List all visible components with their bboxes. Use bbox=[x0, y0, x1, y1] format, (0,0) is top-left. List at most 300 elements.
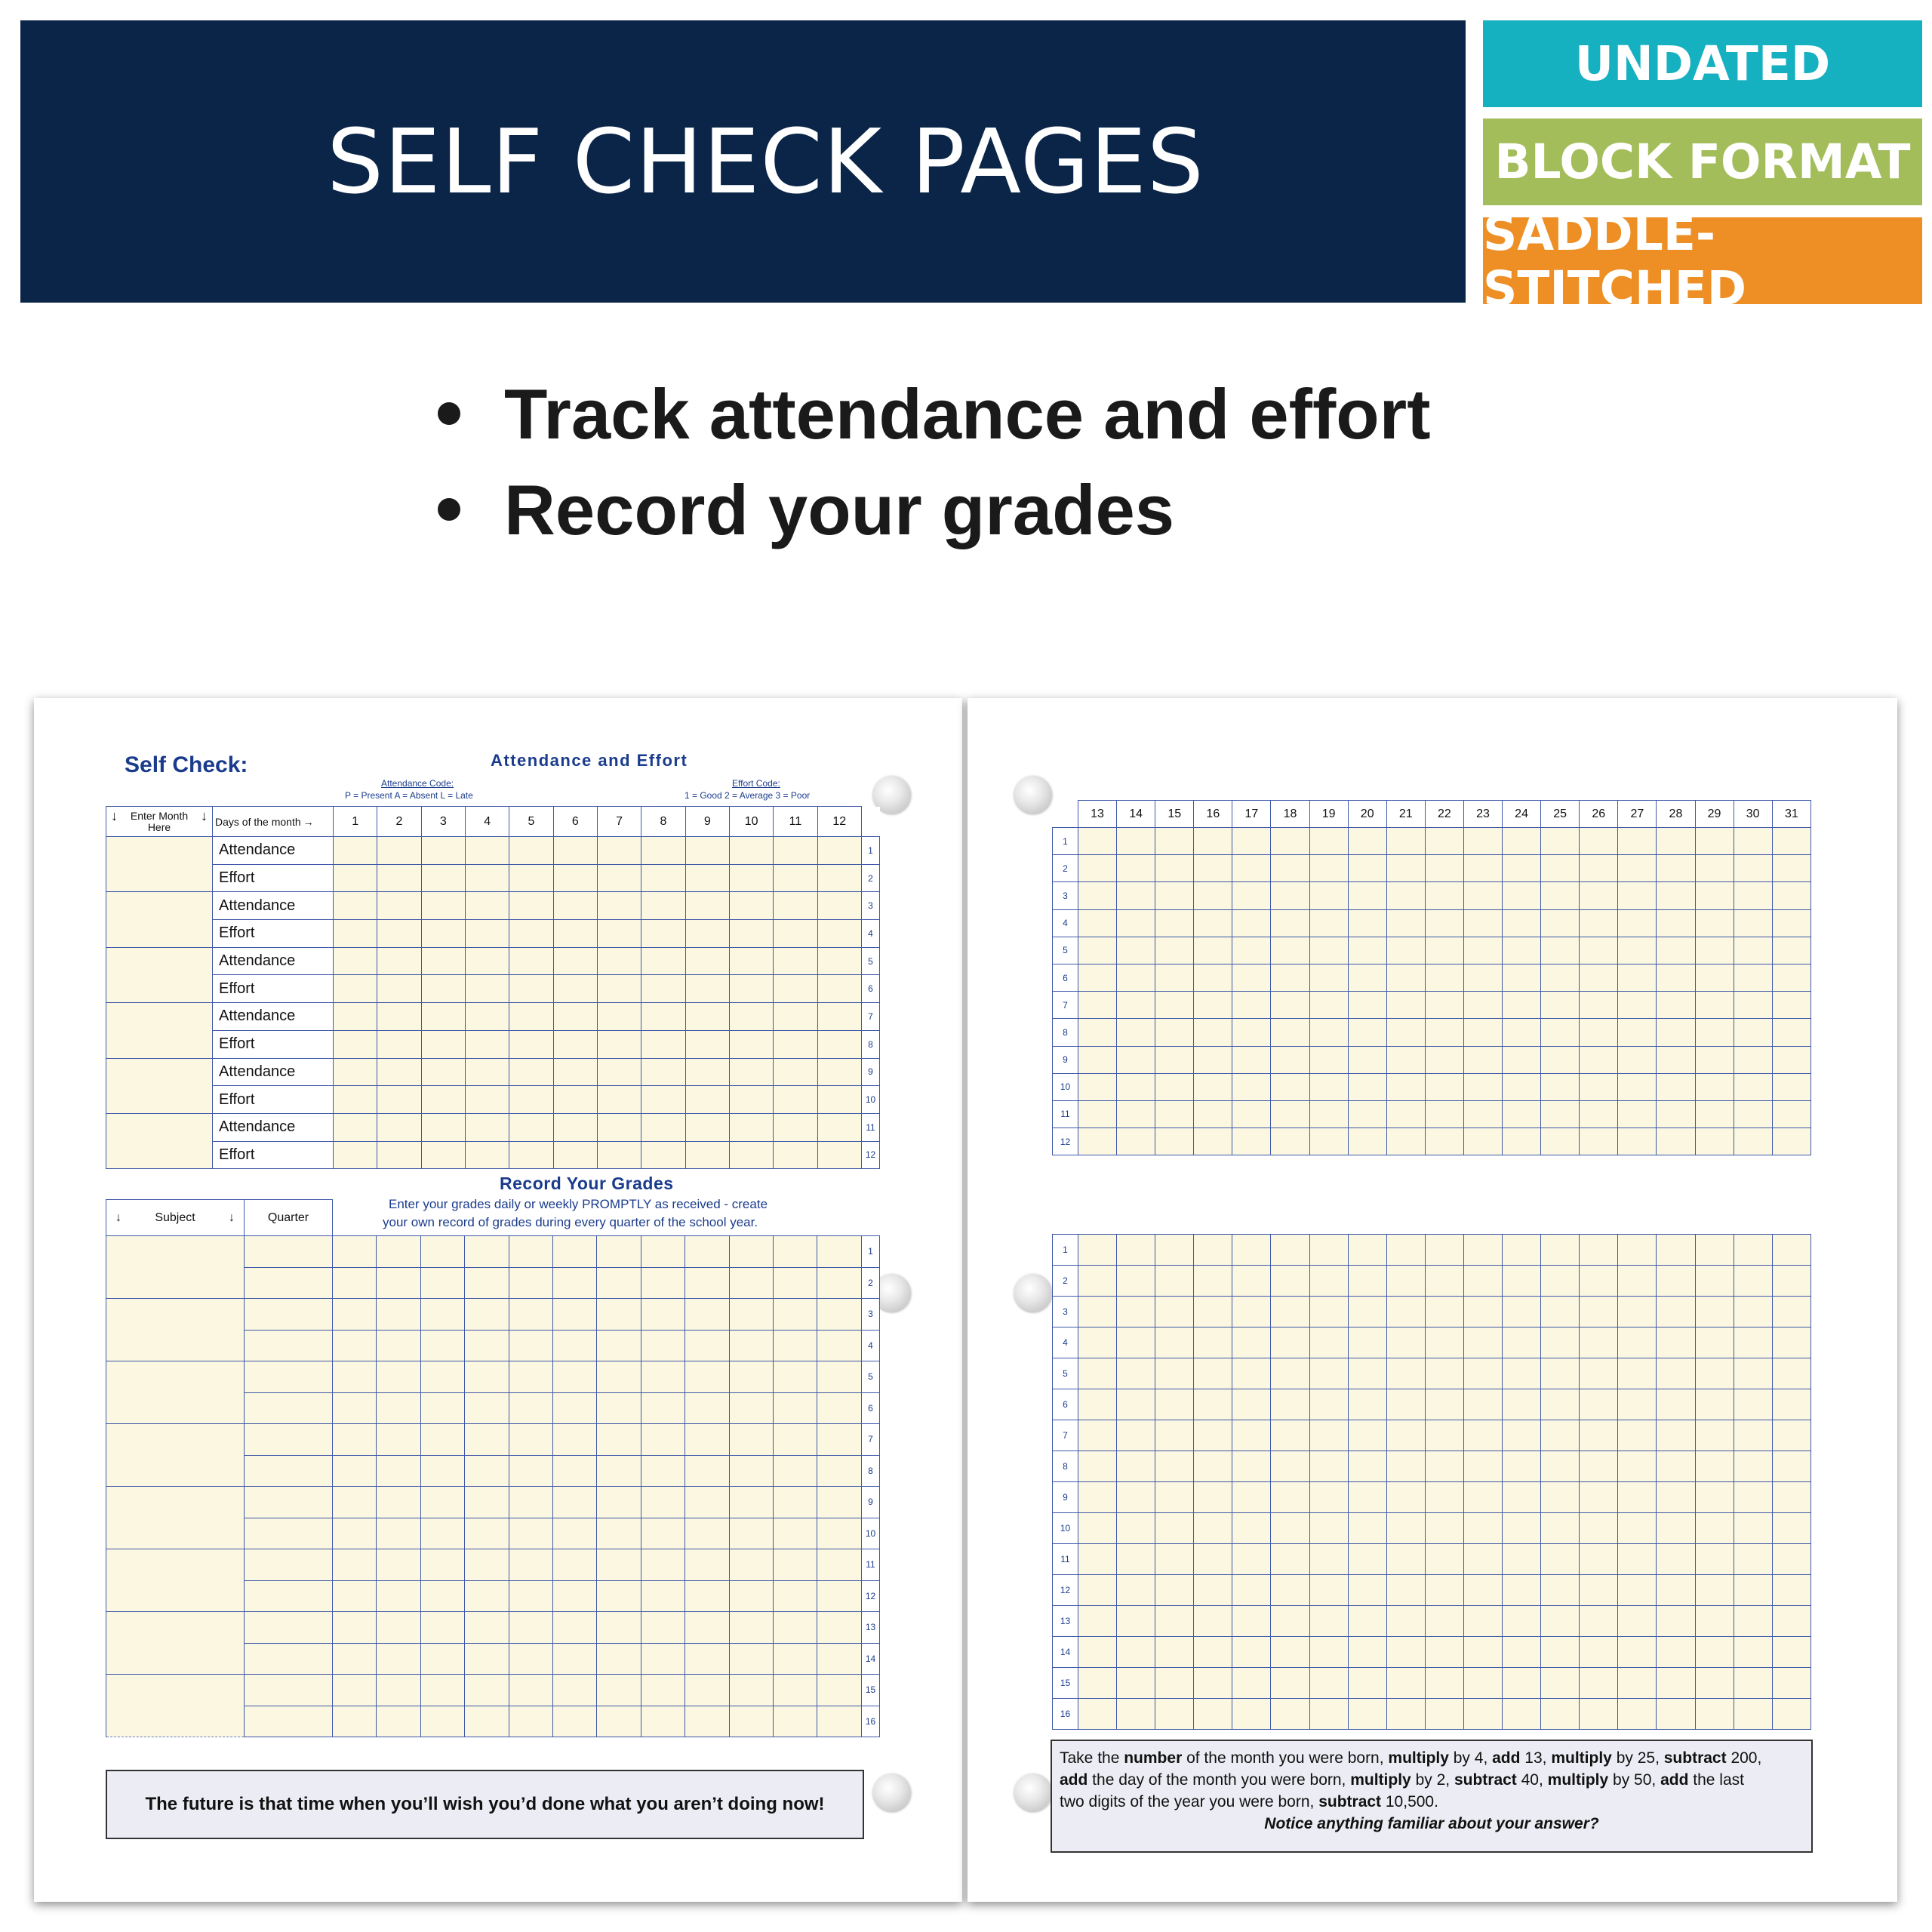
entry-cell[interactable] bbox=[1194, 1699, 1232, 1730]
grade-cell[interactable] bbox=[333, 1580, 377, 1612]
quarter-cell[interactable] bbox=[245, 1549, 333, 1581]
entry-cell[interactable] bbox=[1580, 1575, 1618, 1606]
entry-cell[interactable] bbox=[1078, 1046, 1117, 1073]
entry-cell[interactable] bbox=[1503, 992, 1541, 1019]
entry-cell[interactable] bbox=[597, 892, 641, 920]
entry-cell[interactable] bbox=[1386, 828, 1425, 855]
entry-cell[interactable] bbox=[1348, 855, 1386, 882]
entry-cell[interactable] bbox=[1695, 1327, 1734, 1358]
grade-cell[interactable] bbox=[817, 1675, 862, 1706]
subject-cell[interactable] bbox=[106, 1424, 245, 1487]
entry-cell[interactable] bbox=[1348, 1513, 1386, 1544]
entry-cell[interactable] bbox=[553, 864, 597, 892]
entry-cell[interactable] bbox=[1309, 1420, 1348, 1451]
entry-cell[interactable] bbox=[509, 1003, 553, 1031]
entry-cell[interactable] bbox=[1618, 1668, 1657, 1699]
grade-cell[interactable] bbox=[774, 1236, 817, 1268]
entry-cell[interactable] bbox=[1386, 882, 1425, 909]
entry-cell[interactable] bbox=[1386, 1637, 1425, 1668]
grade-cell[interactable] bbox=[685, 1236, 729, 1268]
entry-cell[interactable] bbox=[334, 1058, 377, 1086]
entry-cell[interactable] bbox=[1463, 1637, 1502, 1668]
entry-cell[interactable] bbox=[1541, 1073, 1580, 1100]
entry-cell[interactable] bbox=[1618, 1019, 1657, 1046]
entry-cell[interactable] bbox=[1117, 1235, 1155, 1266]
entry-cell[interactable] bbox=[641, 1141, 685, 1169]
entry-cell[interactable] bbox=[1155, 1235, 1194, 1266]
entry-cell[interactable] bbox=[1463, 1073, 1502, 1100]
entry-cell[interactable] bbox=[1425, 1046, 1463, 1073]
grade-cell[interactable] bbox=[377, 1455, 420, 1487]
entry-cell[interactable] bbox=[1309, 1235, 1348, 1266]
entry-cell[interactable] bbox=[1618, 1389, 1657, 1420]
entry-cell[interactable] bbox=[1772, 1482, 1810, 1513]
entry-cell[interactable] bbox=[1194, 1128, 1232, 1155]
entry-cell[interactable] bbox=[1348, 1100, 1386, 1128]
entry-cell[interactable] bbox=[1271, 1513, 1309, 1544]
entry-cell[interactable] bbox=[1772, 1544, 1810, 1575]
grade-cell[interactable] bbox=[333, 1549, 377, 1581]
entry-cell[interactable] bbox=[1772, 882, 1810, 909]
entry-cell[interactable] bbox=[1386, 1513, 1425, 1544]
entry-cell[interactable] bbox=[334, 947, 377, 975]
grade-cell[interactable] bbox=[377, 1518, 420, 1549]
entry-cell[interactable] bbox=[1155, 992, 1194, 1019]
entry-cell[interactable] bbox=[1734, 909, 1772, 937]
entry-cell[interactable] bbox=[1580, 1420, 1618, 1451]
entry-cell[interactable] bbox=[1271, 964, 1309, 991]
entry-cell[interactable] bbox=[1657, 1482, 1695, 1513]
entry-cell[interactable] bbox=[1657, 1606, 1695, 1637]
entry-cell[interactable] bbox=[1309, 1327, 1348, 1358]
entry-cell[interactable] bbox=[1580, 828, 1618, 855]
entry-cell[interactable] bbox=[1503, 1544, 1541, 1575]
entry-cell[interactable] bbox=[1503, 1451, 1541, 1482]
entry-cell[interactable] bbox=[1232, 1389, 1271, 1420]
entry-cell[interactable] bbox=[729, 947, 773, 975]
entry-cell[interactable] bbox=[729, 864, 773, 892]
entry-cell[interactable] bbox=[1155, 1266, 1194, 1297]
entry-cell[interactable] bbox=[465, 1086, 509, 1114]
grade-cell[interactable] bbox=[729, 1487, 773, 1518]
entry-cell[interactable] bbox=[1463, 855, 1502, 882]
entry-cell[interactable] bbox=[685, 892, 729, 920]
entry-cell[interactable] bbox=[1695, 1451, 1734, 1482]
entry-cell[interactable] bbox=[509, 864, 553, 892]
entry-cell[interactable] bbox=[1657, 1297, 1695, 1327]
entry-cell[interactable] bbox=[1425, 1235, 1463, 1266]
entry-cell[interactable] bbox=[421, 1003, 465, 1031]
entry-cell[interactable] bbox=[465, 837, 509, 865]
entry-cell[interactable] bbox=[1503, 828, 1541, 855]
grade-cell[interactable] bbox=[465, 1392, 509, 1424]
entry-cell[interactable] bbox=[1734, 1606, 1772, 1637]
grade-cell[interactable] bbox=[420, 1455, 464, 1487]
entry-cell[interactable] bbox=[377, 1030, 421, 1058]
entry-cell[interactable] bbox=[597, 1058, 641, 1086]
entry-cell[interactable] bbox=[334, 920, 377, 948]
entry-cell[interactable] bbox=[1232, 1358, 1271, 1389]
entry-cell[interactable] bbox=[1695, 1019, 1734, 1046]
quarter-cell[interactable] bbox=[245, 1675, 333, 1706]
entry-cell[interactable] bbox=[1463, 1100, 1502, 1128]
entry-cell[interactable] bbox=[1657, 1420, 1695, 1451]
entry-cell[interactable] bbox=[1695, 937, 1734, 964]
entry-cell[interactable] bbox=[1580, 1046, 1618, 1073]
grade-cell[interactable] bbox=[333, 1424, 377, 1456]
grade-cell[interactable] bbox=[333, 1392, 377, 1424]
entry-cell[interactable] bbox=[1194, 1389, 1232, 1420]
entry-cell[interactable] bbox=[1618, 1606, 1657, 1637]
grade-cell[interactable] bbox=[641, 1549, 685, 1581]
grade-cell[interactable] bbox=[729, 1518, 773, 1549]
grade-cell[interactable] bbox=[377, 1612, 420, 1644]
grade-cell[interactable] bbox=[420, 1643, 464, 1675]
grade-cell[interactable] bbox=[420, 1236, 464, 1268]
grade-cell[interactable] bbox=[465, 1643, 509, 1675]
entry-cell[interactable] bbox=[1348, 1046, 1386, 1073]
entry-cell[interactable] bbox=[1117, 992, 1155, 1019]
entry-cell[interactable] bbox=[1078, 1420, 1117, 1451]
entry-cell[interactable] bbox=[1463, 1389, 1502, 1420]
entry-cell[interactable] bbox=[1117, 1420, 1155, 1451]
grade-cell[interactable] bbox=[774, 1643, 817, 1675]
entry-cell[interactable] bbox=[597, 1113, 641, 1141]
entry-cell[interactable] bbox=[1772, 1389, 1810, 1420]
entry-cell[interactable] bbox=[1117, 828, 1155, 855]
grade-cell[interactable] bbox=[685, 1455, 729, 1487]
grade-cell[interactable] bbox=[641, 1643, 685, 1675]
entry-cell[interactable] bbox=[1078, 1358, 1117, 1389]
entry-cell[interactable] bbox=[1580, 937, 1618, 964]
entry-cell[interactable] bbox=[1541, 1575, 1580, 1606]
entry-cell[interactable] bbox=[465, 892, 509, 920]
entry-cell[interactable] bbox=[1309, 1073, 1348, 1100]
entry-cell[interactable] bbox=[1232, 828, 1271, 855]
entry-cell[interactable] bbox=[1657, 882, 1695, 909]
entry-cell[interactable] bbox=[553, 1141, 597, 1169]
entry-cell[interactable] bbox=[1117, 1544, 1155, 1575]
month-entry-cell[interactable] bbox=[106, 947, 213, 1002]
entry-cell[interactable] bbox=[1503, 1019, 1541, 1046]
grade-cell[interactable] bbox=[685, 1267, 729, 1299]
grade-cell[interactable] bbox=[729, 1612, 773, 1644]
entry-cell[interactable] bbox=[1078, 1606, 1117, 1637]
entry-cell[interactable] bbox=[1734, 1100, 1772, 1128]
entry-cell[interactable] bbox=[1271, 1235, 1309, 1266]
entry-cell[interactable] bbox=[1695, 1513, 1734, 1544]
subject-cell[interactable] bbox=[106, 1612, 245, 1675]
entry-cell[interactable] bbox=[377, 1086, 421, 1114]
entry-cell[interactable] bbox=[334, 864, 377, 892]
entry-cell[interactable] bbox=[1772, 1699, 1810, 1730]
entry-cell[interactable] bbox=[1232, 909, 1271, 937]
entry-cell[interactable] bbox=[1695, 1699, 1734, 1730]
entry-cell[interactable] bbox=[774, 975, 817, 1003]
entry-cell[interactable] bbox=[1386, 1019, 1425, 1046]
entry-cell[interactable] bbox=[1309, 1668, 1348, 1699]
entry-cell[interactable] bbox=[1734, 1513, 1772, 1544]
entry-cell[interactable] bbox=[377, 1058, 421, 1086]
grade-cell[interactable] bbox=[553, 1549, 597, 1581]
entry-cell[interactable] bbox=[509, 1030, 553, 1058]
entry-cell[interactable] bbox=[1503, 1327, 1541, 1358]
grade-cell[interactable] bbox=[774, 1612, 817, 1644]
entry-cell[interactable] bbox=[1309, 1046, 1348, 1073]
entry-cell[interactable] bbox=[1618, 1451, 1657, 1482]
entry-cell[interactable] bbox=[1194, 1046, 1232, 1073]
entry-cell[interactable] bbox=[1580, 1235, 1618, 1266]
entry-cell[interactable] bbox=[1078, 882, 1117, 909]
entry-cell[interactable] bbox=[1155, 937, 1194, 964]
entry-cell[interactable] bbox=[1580, 1513, 1618, 1544]
entry-cell[interactable] bbox=[1541, 964, 1580, 991]
grade-cell[interactable] bbox=[641, 1455, 685, 1487]
entry-cell[interactable] bbox=[1348, 1544, 1386, 1575]
entry-cell[interactable] bbox=[1541, 1297, 1580, 1327]
entry-cell[interactable] bbox=[1232, 1019, 1271, 1046]
entry-cell[interactable] bbox=[817, 1003, 861, 1031]
entry-cell[interactable] bbox=[641, 1030, 685, 1058]
grade-cell[interactable] bbox=[420, 1424, 464, 1456]
entry-cell[interactable] bbox=[1117, 1297, 1155, 1327]
entry-cell[interactable] bbox=[1425, 1482, 1463, 1513]
grade-cell[interactable] bbox=[817, 1580, 862, 1612]
entry-cell[interactable] bbox=[1232, 1575, 1271, 1606]
entry-cell[interactable] bbox=[1155, 828, 1194, 855]
entry-cell[interactable] bbox=[641, 975, 685, 1003]
grade-cell[interactable] bbox=[553, 1580, 597, 1612]
entry-cell[interactable] bbox=[729, 920, 773, 948]
entry-cell[interactable] bbox=[1580, 1266, 1618, 1297]
quarter-cell[interactable] bbox=[245, 1455, 333, 1487]
entry-cell[interactable] bbox=[1078, 855, 1117, 882]
grade-cell[interactable] bbox=[641, 1487, 685, 1518]
grade-cell[interactable] bbox=[729, 1675, 773, 1706]
entry-cell[interactable] bbox=[1271, 1699, 1309, 1730]
grade-cell[interactable] bbox=[377, 1361, 420, 1393]
entry-cell[interactable] bbox=[1078, 1699, 1117, 1730]
entry-cell[interactable] bbox=[1618, 1266, 1657, 1297]
entry-cell[interactable] bbox=[1348, 828, 1386, 855]
entry-cell[interactable] bbox=[597, 920, 641, 948]
entry-cell[interactable] bbox=[817, 1030, 861, 1058]
entry-cell[interactable] bbox=[1772, 1297, 1810, 1327]
entry-cell[interactable] bbox=[1425, 964, 1463, 991]
grade-cell[interactable] bbox=[817, 1267, 862, 1299]
quarter-cell[interactable] bbox=[245, 1612, 333, 1644]
grade-cell[interactable] bbox=[333, 1643, 377, 1675]
entry-cell[interactable] bbox=[1772, 909, 1810, 937]
entry-cell[interactable] bbox=[1734, 1073, 1772, 1100]
entry-cell[interactable] bbox=[377, 920, 421, 948]
entry-cell[interactable] bbox=[1541, 1019, 1580, 1046]
entry-cell[interactable] bbox=[1117, 1637, 1155, 1668]
entry-cell[interactable] bbox=[421, 1113, 465, 1141]
entry-cell[interactable] bbox=[1348, 964, 1386, 991]
entry-cell[interactable] bbox=[641, 1058, 685, 1086]
grade-cell[interactable] bbox=[420, 1518, 464, 1549]
entry-cell[interactable] bbox=[1618, 1358, 1657, 1389]
entry-cell[interactable] bbox=[1386, 1482, 1425, 1513]
entry-cell[interactable] bbox=[1503, 909, 1541, 937]
entry-cell[interactable] bbox=[1772, 1046, 1810, 1073]
entry-cell[interactable] bbox=[1117, 1513, 1155, 1544]
entry-cell[interactable] bbox=[1772, 1128, 1810, 1155]
entry-cell[interactable] bbox=[1580, 1073, 1618, 1100]
entry-cell[interactable] bbox=[1194, 1544, 1232, 1575]
grade-cell[interactable] bbox=[420, 1706, 464, 1737]
entry-cell[interactable] bbox=[641, 1113, 685, 1141]
entry-cell[interactable] bbox=[1232, 1128, 1271, 1155]
grade-cell[interactable] bbox=[597, 1675, 641, 1706]
entry-cell[interactable] bbox=[1155, 882, 1194, 909]
grade-cell[interactable] bbox=[420, 1549, 464, 1581]
entry-cell[interactable] bbox=[685, 947, 729, 975]
entry-cell[interactable] bbox=[1386, 1235, 1425, 1266]
grade-cell[interactable] bbox=[729, 1392, 773, 1424]
entry-cell[interactable] bbox=[1541, 1128, 1580, 1155]
entry-cell[interactable] bbox=[1772, 1668, 1810, 1699]
entry-cell[interactable] bbox=[1425, 828, 1463, 855]
entry-cell[interactable] bbox=[1503, 1266, 1541, 1297]
entry-cell[interactable] bbox=[1541, 882, 1580, 909]
grade-cell[interactable] bbox=[465, 1706, 509, 1737]
entry-cell[interactable] bbox=[1348, 1420, 1386, 1451]
entry-cell[interactable] bbox=[1232, 882, 1271, 909]
entry-cell[interactable] bbox=[553, 1113, 597, 1141]
grade-cell[interactable] bbox=[509, 1518, 552, 1549]
entry-cell[interactable] bbox=[1695, 964, 1734, 991]
entry-cell[interactable] bbox=[377, 1141, 421, 1169]
grade-cell[interactable] bbox=[465, 1330, 509, 1361]
entry-cell[interactable] bbox=[774, 1086, 817, 1114]
entry-cell[interactable] bbox=[1541, 1637, 1580, 1668]
entry-cell[interactable] bbox=[1734, 855, 1772, 882]
entry-cell[interactable] bbox=[553, 1030, 597, 1058]
subject-cell[interactable] bbox=[106, 1549, 245, 1612]
entry-cell[interactable] bbox=[1078, 1073, 1117, 1100]
entry-cell[interactable] bbox=[1541, 937, 1580, 964]
entry-cell[interactable] bbox=[1348, 1482, 1386, 1513]
grade-cell[interactable] bbox=[509, 1361, 552, 1393]
entry-cell[interactable] bbox=[685, 837, 729, 865]
grade-cell[interactable] bbox=[817, 1299, 862, 1331]
grade-cell[interactable] bbox=[377, 1675, 420, 1706]
entry-cell[interactable] bbox=[1734, 1668, 1772, 1699]
grade-cell[interactable] bbox=[641, 1236, 685, 1268]
entry-cell[interactable] bbox=[597, 1030, 641, 1058]
entry-cell[interactable] bbox=[1348, 937, 1386, 964]
grade-cell[interactable] bbox=[817, 1424, 862, 1456]
entry-cell[interactable] bbox=[1618, 937, 1657, 964]
entry-cell[interactable] bbox=[421, 920, 465, 948]
entry-cell[interactable] bbox=[1309, 1513, 1348, 1544]
entry-cell[interactable] bbox=[641, 837, 685, 865]
entry-cell[interactable] bbox=[1348, 1606, 1386, 1637]
entry-cell[interactable] bbox=[334, 1113, 377, 1141]
entry-cell[interactable] bbox=[1618, 1513, 1657, 1544]
grade-cell[interactable] bbox=[553, 1392, 597, 1424]
entry-cell[interactable] bbox=[1734, 1046, 1772, 1073]
entry-cell[interactable] bbox=[1734, 1544, 1772, 1575]
entry-cell[interactable] bbox=[1463, 937, 1502, 964]
grade-cell[interactable] bbox=[774, 1330, 817, 1361]
entry-cell[interactable] bbox=[1580, 909, 1618, 937]
grade-cell[interactable] bbox=[774, 1675, 817, 1706]
entry-cell[interactable] bbox=[729, 1003, 773, 1031]
entry-cell[interactable] bbox=[1695, 1100, 1734, 1128]
grade-cell[interactable] bbox=[597, 1267, 641, 1299]
grade-cell[interactable] bbox=[553, 1675, 597, 1706]
grade-cell[interactable] bbox=[597, 1455, 641, 1487]
entry-cell[interactable] bbox=[1580, 1606, 1618, 1637]
entry-cell[interactable] bbox=[1503, 1482, 1541, 1513]
entry-cell[interactable] bbox=[1309, 1451, 1348, 1482]
entry-cell[interactable] bbox=[1309, 1358, 1348, 1389]
entry-cell[interactable] bbox=[1541, 1327, 1580, 1358]
entry-cell[interactable] bbox=[685, 1003, 729, 1031]
grade-cell[interactable] bbox=[377, 1580, 420, 1612]
entry-cell[interactable] bbox=[1117, 937, 1155, 964]
entry-cell[interactable] bbox=[1541, 1389, 1580, 1420]
entry-cell[interactable] bbox=[1194, 1668, 1232, 1699]
entry-cell[interactable] bbox=[1194, 1019, 1232, 1046]
grade-cell[interactable] bbox=[333, 1487, 377, 1518]
entry-cell[interactable] bbox=[1078, 1128, 1117, 1155]
grade-cell[interactable] bbox=[553, 1455, 597, 1487]
entry-cell[interactable] bbox=[553, 1003, 597, 1031]
subject-cell[interactable] bbox=[106, 1675, 245, 1737]
entry-cell[interactable] bbox=[817, 1141, 861, 1169]
entry-cell[interactable] bbox=[1155, 1699, 1194, 1730]
quarter-cell[interactable] bbox=[245, 1706, 333, 1737]
entry-cell[interactable] bbox=[1117, 1073, 1155, 1100]
grade-cell[interactable] bbox=[333, 1330, 377, 1361]
entry-cell[interactable] bbox=[1657, 1699, 1695, 1730]
quarter-cell[interactable] bbox=[245, 1330, 333, 1361]
grade-cell[interactable] bbox=[377, 1267, 420, 1299]
grade-cell[interactable] bbox=[817, 1549, 862, 1581]
entry-cell[interactable] bbox=[1618, 1073, 1657, 1100]
entry-cell[interactable] bbox=[1232, 1100, 1271, 1128]
entry-cell[interactable] bbox=[1580, 1358, 1618, 1389]
entry-cell[interactable] bbox=[1425, 1389, 1463, 1420]
entry-cell[interactable] bbox=[1695, 1235, 1734, 1266]
entry-cell[interactable] bbox=[509, 975, 553, 1003]
entry-cell[interactable] bbox=[1425, 937, 1463, 964]
entry-cell[interactable] bbox=[1541, 1606, 1580, 1637]
entry-cell[interactable] bbox=[1695, 1128, 1734, 1155]
entry-cell[interactable] bbox=[1695, 1482, 1734, 1513]
entry-cell[interactable] bbox=[1194, 1073, 1232, 1100]
entry-cell[interactable] bbox=[553, 947, 597, 975]
grade-cell[interactable] bbox=[597, 1612, 641, 1644]
entry-cell[interactable] bbox=[1618, 1100, 1657, 1128]
entry-cell[interactable] bbox=[1463, 1668, 1502, 1699]
entry-cell[interactable] bbox=[1734, 1235, 1772, 1266]
entry-cell[interactable] bbox=[1580, 1327, 1618, 1358]
entry-cell[interactable] bbox=[1695, 1046, 1734, 1073]
entry-cell[interactable] bbox=[1232, 964, 1271, 991]
entry-cell[interactable] bbox=[1657, 828, 1695, 855]
grade-cell[interactable] bbox=[597, 1392, 641, 1424]
month-entry-cell[interactable] bbox=[106, 892, 213, 947]
entry-cell[interactable] bbox=[597, 947, 641, 975]
entry-cell[interactable] bbox=[1503, 855, 1541, 882]
entry-cell[interactable] bbox=[1734, 1451, 1772, 1482]
entry-cell[interactable] bbox=[1309, 1606, 1348, 1637]
